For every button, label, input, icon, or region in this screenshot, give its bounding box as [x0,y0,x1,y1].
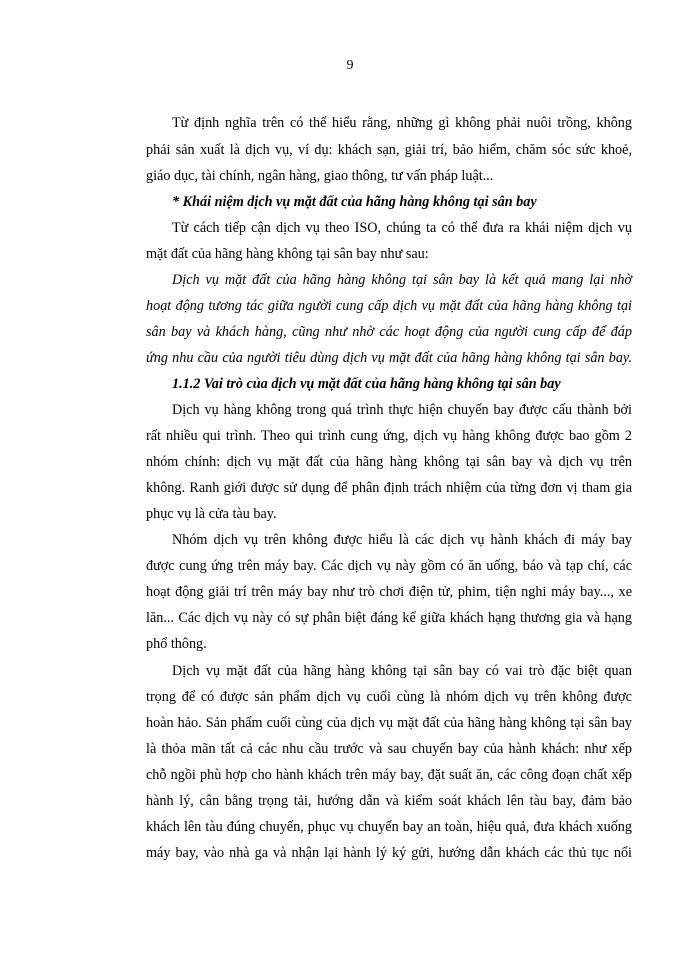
page-number: 9 [346,58,354,73]
body-line: phổ thông. [146,636,207,652]
body-line: nhóm chính: dịch vụ mặt đất của hãng hàng không tại sân bay và dịch vụ trên [146,454,632,470]
body-line: hoạt động giải trí trên máy bay như trò chơi điện tử, phim, tiện nghi máy bay..., xe [146,584,632,600]
body-line: rất nhiều qui trình. Theo qui trình cung ứng, dịch vụ hàng không được bao gồm 2 [146,428,632,444]
body-line: mặt đất của hãng hàng không tại sân bay như sau: [146,246,429,262]
body-line: giáo dục, tài chính, ngân hàng, giao thông, tư vấn pháp luật... [146,168,494,184]
body-line: Dịch vụ mặt đất của hãng hàng không tại sân bay có vai trò đặc biệt quan [172,663,632,679]
body-line: phải sản xuất là dịch vụ, ví dụ: khách sạn, giải trí, bảo hiểm, chăm sóc sức khoẻ, [146,142,632,158]
definition-line: Dịch vụ mặt đất của hãng hàng không tại sân bay là kết quả mang lại nhờ [172,272,632,288]
body-line: không. Ranh giới được sử dụng để phân định trách nhiệm của từng đơn vị tham gia [146,480,632,496]
subsection-heading: 1.1.2 Vai trò của dịch vụ mặt đất của hãng hàng không tại sân bay [172,376,561,392]
body-line: máy bay, vào nhà ga và nhận lại hành lý ký gửi, hướng dẫn khách các thủ tục nối [146,845,632,861]
definition-line: sân bay và khách hàng, cũng như nhờ các hoạt động của người cung cấp để đáp [146,324,632,340]
body-line: trọng để có được sản phẩm dịch vụ cuối cùng là nhóm dịch vụ trên không được [146,689,632,705]
body-line: Dịch vụ hàng không trong quá trình thực hiện chuyến bay được cấu thành bởi [172,402,632,418]
body-line: Nhóm dịch vụ trên không được hiểu là các dịch vụ hành khách đi máy bay [172,532,632,548]
body-line: khách lên tàu đúng chuyến, phục vụ chuyến bay an toàn, hiệu quả, đưa khách xuống [146,819,632,835]
body-line: chỗ ngồi phù hợp cho hành khách trên máy bay, đặt suất ăn, các công đoạn chất xếp [146,767,632,783]
definition-line: hoạt động tương tác giữa người cung cấp dịch vụ mặt đất của hãng hàng không tại [146,298,632,314]
section-heading: * Khái niệm dịch vụ mặt đất của hãng hàng không tại sân bay [172,194,537,210]
body-line: phục vụ là cửa tàu bay. [146,506,277,522]
body-line: là thỏa mãn tất cả các nhu cầu trước và sau chuyến bay của hành khách: như xếp [146,741,632,757]
definition-line: ứng nhu cầu của người tiêu dùng dịch vụ mặt đất của hãng hàng không tại sân bay. [146,350,632,366]
body-line: Từ cách tiếp cận dịch vụ theo ISO, chúng ta có thể đưa ra khái niệm dịch vụ [172,220,632,236]
body-line: hành lý, cân bằng trọng tải, hướng dẫn và kiểm soát khách lên tàu bay, đảm bảo [146,793,632,809]
body-line: lăn... Các dịch vụ này có sự phân biệt đáng kể giữa khách hạng thương gia và hạng [146,610,632,626]
body-line: hoàn hảo. Sản phẩm cuối cùng của dịch vụ mặt đất của hãng hàng không tại sân bay [146,715,632,731]
body-line: Từ định nghĩa trên có thể hiểu rằng, những gì không phải nuôi trồng, không [172,115,632,131]
body-line: được cung ứng trên máy bay. Các dịch vụ này gồm có ăn uống, báo và tạp chí, các [146,558,632,574]
